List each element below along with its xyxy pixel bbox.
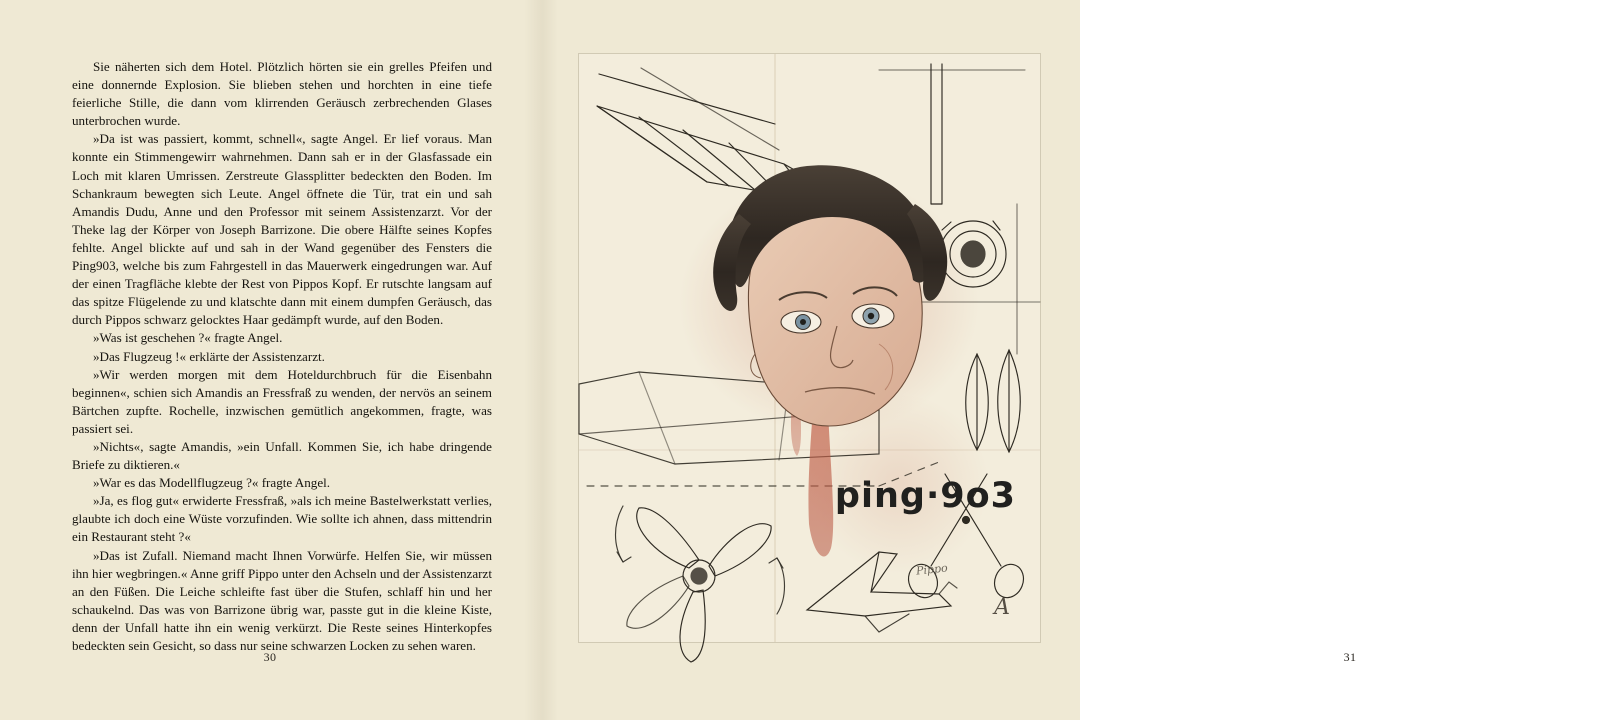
plate-signature: A — [994, 595, 1010, 620]
paragraph: »Das ist Zufall. Niemand macht Ihnen Vorwürfe. Helfen Sie, wir müssen ihn hier wegbringen.« Anne griff Pippo unter den Achseln und der Assistenzarzt an den Füßen. Die Leiche schleifte fast über die Stufen, schlaff hin und her schaukelnd. Das was von Barrizone übrig war, passte gut in die kleine Kiste, denn der Unfall hatte ihn ein wenig verkürzt. Die Reste seines Hinterkopfes bedeckten sein Gesicht, so dass nur seine schwarzen Locken zu sehen waren. — [72, 547, 492, 653]
body-text — [72, 58, 492, 655]
paragraph: »Nichts«, sagte Amandis, »ein Unfall. Kommen Sie, ich habe dringende Briefe zu diktieren.« — [72, 438, 492, 473]
left-page — [0, 0, 540, 720]
plate-logo: ping·9o3 — [834, 476, 1016, 516]
paragraph: »Was ist geschehen ?« fragte Angel. — [92, 330, 283, 346]
paragraph: »Da ist was passiert, kommt, schnell«, sagte Angel. Er lief voraus. Man konnte ein Stimmengewirr wahrnehmen. Dann sah er in der Glasfassade ein Loch mit klaren Umrissen. Zerstreute Glassplitter bedeckten den Boden. Im Schankraum bewegten sich Leute. Angel öffnete die Tür, trat ein und sah Amandis Dudu, Anne und den Professor mit seinem Assistenzarzt. Vor der Theke lag der Körper von Joseph Barrizone. Die obere Hälfte seines Kopfes fehlte. Angel blickte auf und sah in der Wand gegenüber des Fensters die Ping903, welche bis zum Fahrgestell in das Mauerwerk eingedrungen war. Auf der einen Tragfläche klebte der Rest von Pippos Kopf. Er rutschte langsam auf das spitze Flügelende zu und klatschte dann mit einem dumpfen Geräusch, das durch Pippos schwarz gelocktes Haar gedämpft wurde, auf den Boden. — [72, 131, 492, 328]
illustration-drawing — [579, 54, 1040, 642]
paragraph: »Ja, es flog gut« erwiderte Fressfraß, »als ich meine Bastelwerkstatt verlies, glaubte ich doch eine Wüste vorzufinden. Wie sollte ich ahnen, dass mittendrin ein Restaurant steht ?« — [72, 493, 492, 545]
page-number-right: 31 — [1343, 650, 1357, 664]
page-number-left: 30 — [263, 650, 277, 664]
paragraph: »War es das Modellflugzeug ?« fragte Angel. — [92, 475, 331, 491]
paragraph: »Wir werden morgen mit dem Hoteldurchbruch für die Eisenbahn beginnen«, schien sich Amandis an Fressfraß zu wenden, der nervös an seinem Bärtchen zupfte. Rochelle, inzwischen gemütlich angekommen, fragte, was passiert sei. — [72, 366, 492, 436]
right-page — [540, 0, 1357, 720]
paragraph: »Das Flugzeug !« erklärte der Assistenzarzt. — [92, 348, 325, 364]
paragraph: Sie näherten sich dem Hotel. Plötzlich hörten sie ein grelles Pfeifen und eine donnernde Explosion. Sie blieben stehen und horchten in eine tiefe feierliche Stille, die dann vom klirrenden Geräusch zerbrechenden Glases unterbrochen wurde. — [72, 59, 492, 129]
plate-artist-mark: Pippo — [915, 561, 949, 578]
illustration-plate — [579, 54, 1040, 642]
